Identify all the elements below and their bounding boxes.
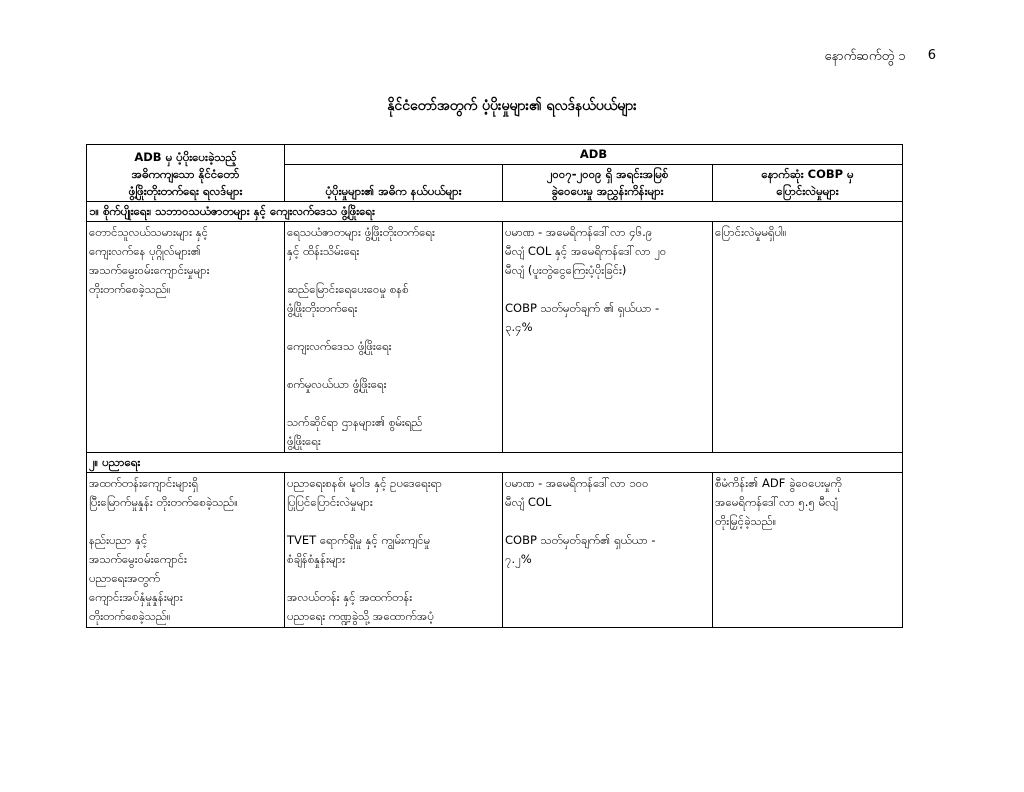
paragraph-gap [287, 261, 500, 280]
paragraph-gap [287, 569, 500, 588]
cell-paragraph: ရေသယံဇာတများ ဖွံ့ဖြိုးတိုးတက်ရေး နှင့် ထိန်းသိမ်းရေး [287, 225, 435, 258]
running-title: နောက်ဆက်တွဲ ၁ [824, 49, 906, 64]
cell-paragraph: ပမာဏ - အမေရိကန်ဒေါ်လာ ၁၀၀ မီလျံ COL [505, 476, 649, 509]
paragraph-gap [287, 512, 500, 531]
cell-paragraph: စီမံကိန်း၏ ADF ခွဲဝေပေးမှုကို အမေရိကန်ဒေါ်လာ ၅.၅ မီလျံ တိုးမြှင့်ခဲ့သည်။ [715, 476, 842, 528]
cell-col3 [503, 222, 713, 453]
header-resource-indicators: ၂၀၀၇-၂၀၀၉ ရှိ အရင်းအမြစ် ခွဲဝေပေးမှု အညွှန်းကိန်းများ [503, 165, 713, 202]
section-heading-row [87, 453, 903, 473]
cell-paragraph: အလယ်တန်း နှင့် အထက်တန်း ပညာရေး ကဏ္ဍခွဲသို့ အထောက်အပံ့ [287, 590, 434, 623]
header-support-areas: ပံ့ပိုးမှုများ၏ အဓိက နယ်ပယ်များ [285, 165, 503, 202]
cell-col4 [713, 473, 903, 628]
cell-col3 [503, 473, 713, 628]
paragraph-gap [287, 394, 500, 413]
header-adb-group: ADB [285, 145, 903, 165]
header-changes: နောက်ဆုံး COBP မှ ပြောင်းလဲမှုများ [713, 165, 903, 202]
cell-paragraph: ပညာရေးစနစ်၊ မူဝါဒ နှင့် ဥပဒေရေးရာ ပြုပြင်ပြောင်းလဲမှုများ [287, 476, 443, 509]
cell-paragraph: တောင်သူလယ်သမားများ နှင့် ကျေးလက်နေ ပုဂ္ဂိုလ်များ၏ အသက်မွေးဝမ်းကျောင်းမှုများ တိုးတက်စေခဲ့သည်။ [89, 225, 210, 296]
cell-col2 [285, 222, 503, 453]
section-content-row [87, 473, 903, 628]
page-title: နိုင်ငံတော်အတွက် ပံ့ပိုးမှုများ၏ ရလဒ်နယ်ပယ်များ [387, 98, 637, 114]
header-row-top [87, 145, 903, 165]
section-heading: ၁။ စိုက်ပျိုးရေး၊ သဘာဝသယံဇာတများ နှင့် ကျေးလက်ဒေသ ဖွံ့ဖြိုးရေး [87, 202, 903, 222]
header-outcomes: ADB မှ ပံ့ပိုးပေးခဲ့သည့် အဓိကကျသော နိုင်ငံတော် ဖွံ့ဖြိုးတိုးတက်ရေး ရလဒ်များ [87, 145, 285, 202]
paragraph-gap [89, 512, 282, 531]
cell-col4 [713, 222, 903, 453]
paragraph-gap [505, 512, 710, 531]
cell-paragraph: နည်းပညာ နှင့် အသက်မွေးဝမ်းကျောင်း ပညာရေးအတွက် ကျောင်းအပ်နှံမှုနှုန်းများ တိုးတက်စေခဲ့သည်။ [89, 533, 187, 623]
paragraph-gap [505, 280, 710, 299]
section-content-row [87, 222, 903, 453]
paragraph-gap [287, 318, 500, 337]
results-table [86, 144, 903, 628]
cell-paragraph: စက်မှုလယ်ယာ ဖွံ့ဖြိုးရေး [287, 377, 387, 391]
cell-col1 [87, 473, 285, 628]
cell-paragraph: ပမာဏ - အမေရိကန်ဒေါ်လာ ၄၆.၉ မီလျံ COL နှင့် အမေရိကန်ဒေါ်လာ ၂၀ မီလျံ (ပူးတွဲငွေကြေးပံ့ပိုးခြင်း) [505, 225, 667, 277]
cell-paragraph: TVET ရောက်ရှိမှု နှင့် ကျွမ်းကျင်မှု စံချိန်စံနှုန်းများ [287, 533, 431, 566]
section-heading-row [87, 202, 903, 222]
page-number: 6 [927, 48, 936, 63]
cell-paragraph: ဆည်မြောင်းရေပေးဝေမှု စနစ် ဖွံ့ဖြိုးတိုးတက်ရေး [287, 282, 409, 315]
page-header [824, 48, 936, 67]
table-body [87, 202, 903, 628]
cell-paragraph: COBP သတ်မှတ်ချက် ၏ ရှယ်ယာ - ၃.၄% [505, 301, 660, 334]
cell-paragraph: COBP သတ်မှတ်ချက်၏ ရှယ်ယာ - ၇.၂% [505, 533, 656, 566]
paragraph-gap [287, 356, 500, 375]
cell-paragraph: သက်ဆိုင်ရာ ဌာနများ၏ စွမ်းရည် ဖွံ့ဖြိုးရေး [287, 415, 423, 448]
cell-col1 [87, 222, 285, 453]
cell-paragraph: ပြောင်းလဲမှုမရှိပါ။ [715, 225, 787, 239]
cell-paragraph: အထက်တန်းကျောင်းများရှိ ပြီးမြောက်မှုနှုန်း တိုးတက်စေခဲ့သည်။ [89, 476, 238, 509]
cell-paragraph: ကျေးလက်ဒေသ ဖွံ့ဖြိုးရေး [287, 339, 392, 353]
section-heading: ၂။ ပညာရေး [87, 453, 903, 473]
cell-col2 [285, 473, 503, 628]
